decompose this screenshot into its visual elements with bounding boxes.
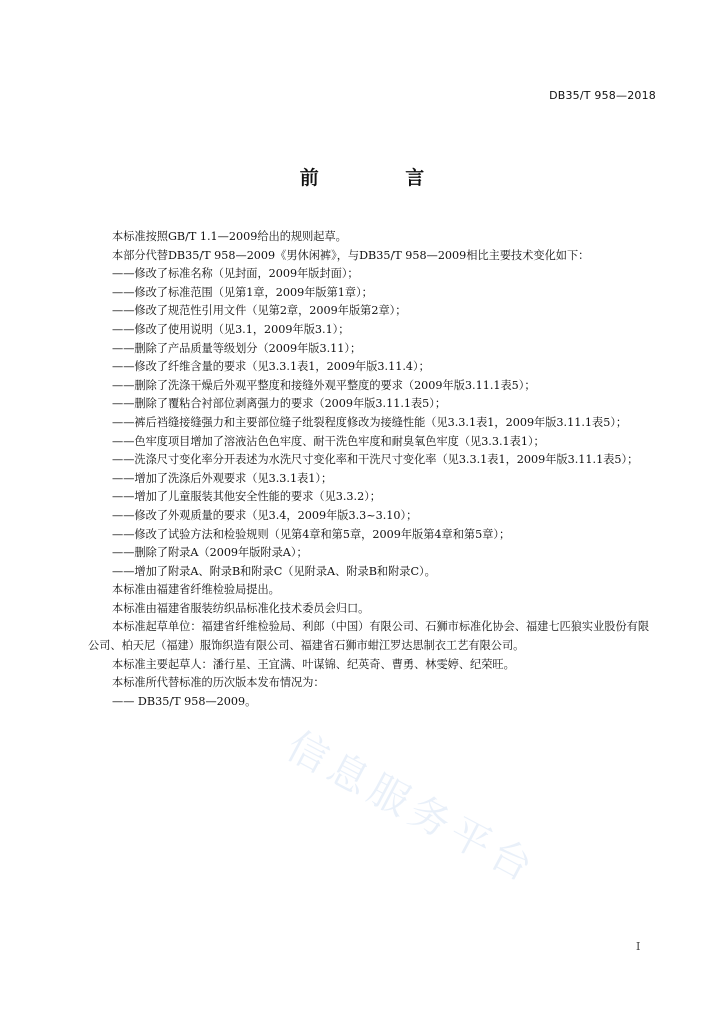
- change-item: ——增加了洗涤后外观要求（见3.3.1表1）；: [112, 471, 333, 485]
- drafters: 本标准主要起草人：潘行星、王宜满、叶谋锦、纪英奇、曹勇、林雯婷、纪荣旺。: [112, 657, 515, 671]
- change-item: ——修改了外观质量的要求（见3.4，2009年版3.3~3.10）；: [112, 508, 418, 522]
- change-item: ——修改了规范性引用文件（见第2章，2009年版第2章）；: [112, 304, 407, 318]
- paragraph: 本标准所代替标准的历次版本发布情况为：: [112, 676, 325, 690]
- change-item: ——增加了儿童服装其他安全性能的要求（见3.3.2）；: [112, 490, 381, 504]
- watermark: 信息服务平台: [279, 722, 545, 894]
- change-item: ——洗涤尺寸变化率分开表述为水洗尺寸变化率和干洗尺寸变化率（见3.3.1表1，2009年版3.11.1表5）；: [112, 453, 639, 467]
- change-item: ——修改了标准范围（见第1章，2009年版第1章）；: [112, 285, 373, 299]
- change-item: ——色牢度项目增加了溶液沾色色牢度、耐干洗色牢度和耐臭氧色牢度（见3.3.1表1）；: [112, 434, 545, 448]
- page-number: I: [636, 940, 641, 953]
- foreword-body: [88, 228, 658, 711]
- change-item: ——修改了纤维含量的要求（见3.3.1表1，2009年版3.11.4）；: [112, 360, 430, 374]
- version-history: —— DB35/T 958—2009。: [112, 694, 257, 708]
- change-item: ——修改了使用说明（见3.1，2009年版3.1）；: [112, 322, 350, 336]
- change-item: ——修改了标准名称（见封面，2009年版封面）；: [112, 267, 359, 281]
- paragraph: 本标准由福建省纤维检验局提出。: [112, 583, 280, 597]
- paragraph: 本部分代替DB35/T 958—2009《男休闲裤》，与DB35/T 958—2009相比主要技术变化如下：: [112, 248, 590, 262]
- page-title: 前 言: [299, 167, 465, 189]
- change-item: ——删除了附录A（2009年版附录A）；: [112, 546, 308, 560]
- paragraph: 本标准由福建省服装纺织品标准化技术委员会归口。: [112, 601, 370, 615]
- document-code: DB35/T 958—2018: [549, 89, 656, 102]
- change-item: ——删除了覆粘合衬部位剥离强力的要求（2009年版3.11.1表5）；: [112, 397, 447, 411]
- change-item: ——修改了试验方法和检验规则（见第4章和第5章，2009年版第4章和第5章）；: [112, 527, 511, 541]
- drafting-units: 本标准起草单位：福建省纤维检验局、利郎（中国）有限公司、石狮市标准化协会、福建七匹狼实业股份有限公司、柏天尼（福建）服饰织造有限公司、福建省石狮市蚶江罗达思制衣工艺有限公司。: [88, 620, 650, 653]
- change-item: ——增加了附录A、附录B和附录C（见附录A、附录B和附录C）。: [112, 564, 436, 578]
- change-item: ——删除了产品质量等级划分（2009年版3.11）；: [112, 341, 362, 355]
- change-item: ——删除了洗涤干燥后外观平整度和接缝外观平整度的要求（2009年版3.11.1表5）；: [112, 378, 536, 392]
- change-item: ——裤后裆缝接缝强力和主要部位缝子纰裂程度修改为接缝性能（见3.3.1表1，2009年版3.11.1表5）；: [112, 415, 628, 429]
- paragraph: 本标准按照GB/T 1.1—2009给出的规则起草。: [112, 230, 347, 243]
